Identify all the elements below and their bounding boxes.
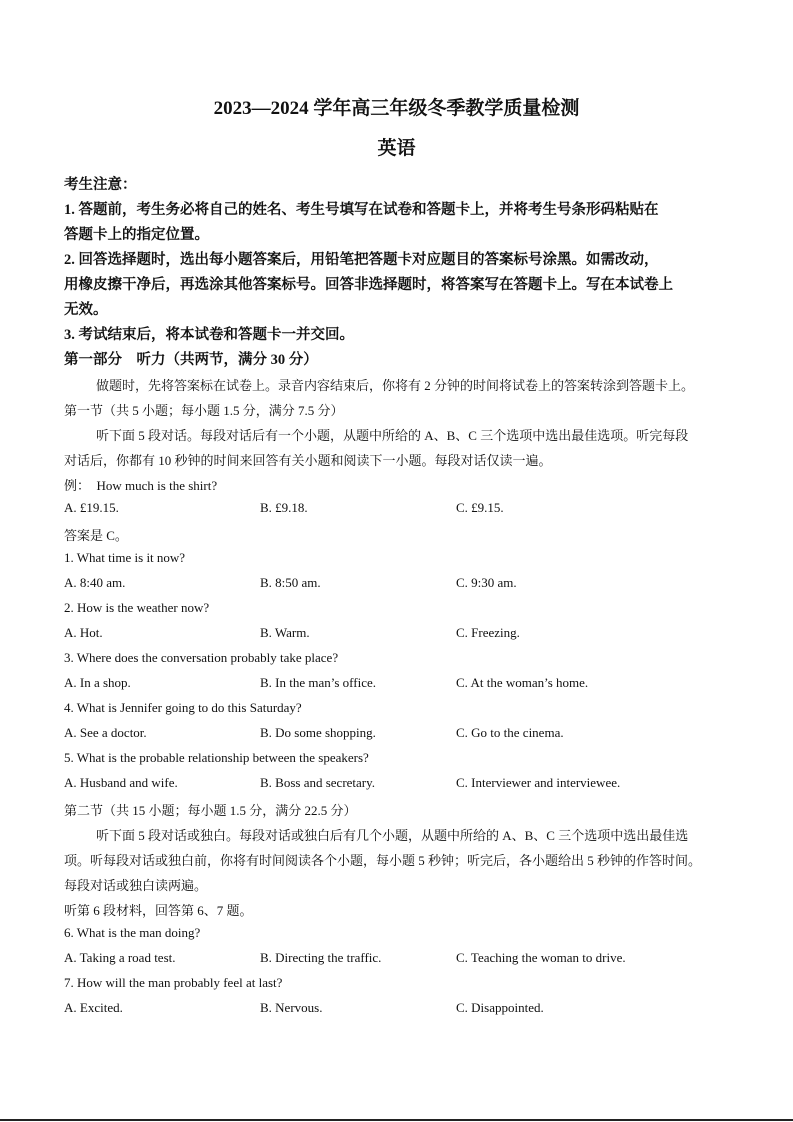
example-option-c: C. £9.15. xyxy=(456,500,504,515)
section2-heading: 第二节（共 15 小题；每小题 1.5 分，满分 22.5 分） xyxy=(64,803,357,818)
question-3: 3. Where does the conversation probably take place? xyxy=(64,650,339,665)
notice-item-2-cont: 用橡皮擦干净后，再选涂其他答案标号。回答非选择题时，将答案写在答题卡上。写在本试卷上 xyxy=(64,277,673,293)
question-3-option-a: A. In a shop. xyxy=(64,675,131,690)
part1-heading: 第一部分 听力（共两节，满分 30 分） xyxy=(64,352,318,368)
section2-instructions: 听下面 5 段对话或独白。每段对话或独白后有几个小题，从题中所给的 A、B、C 三个选项中选出最佳选 xyxy=(96,828,689,843)
question-4: 4. What is Jennifer going to do this Saturday? xyxy=(64,700,302,715)
question-4-option-a: A. See a doctor. xyxy=(64,725,147,740)
part1-intro: 做题时，先将答案标在试卷上。录音内容结束后，你将有 2 分钟的时间将试卷上的答案转涂到答题卡上。 xyxy=(96,378,695,393)
notice-item-3: 3. 考试结束后，将本试卷和答题卡一并交回。 xyxy=(64,327,354,343)
question-5-option-b: B. Boss and secretary. xyxy=(260,775,376,790)
question-1-option-b: B. 8:50 am. xyxy=(260,575,321,590)
section2-instructions-cont: 项。听每段对话或独白前，你将有时间阅读各个小题，每小题 5 秒钟；听完后，各小题给出 5 秒钟的作答时间。 xyxy=(64,853,702,868)
question-3-option-c: C. At the woman’s home. xyxy=(456,675,589,690)
notice-item-2-cont2: 无效。 xyxy=(64,302,108,318)
question-5-option-a: A. Husband and wife. xyxy=(64,775,178,790)
question-1: 1. What time is it now? xyxy=(64,550,186,565)
section2-instructions-cont2: 每段对话或独白读两遍。 xyxy=(64,878,208,893)
example-answer: 答案是 C。 xyxy=(64,528,128,543)
question-2-option-a: A. Hot. xyxy=(64,625,103,640)
section1-instructions-cont: 对话后，你都有 10 秒钟的时间来回答有关小题和阅读下一小题。每段对话仅读一遍。 xyxy=(64,453,552,468)
notice-item-1-cont: 答题卡上的指定位置。 xyxy=(64,227,209,243)
material-6-heading: 听第 6 段材料，回答第 6、7 题。 xyxy=(64,903,253,918)
section1-instructions: 听下面 5 段对话。每段对话后有一个小题，从题中所给的 A、B、C 三个选项中选出最佳选项。听完每段 xyxy=(96,428,689,443)
question-6-option-b: B. Directing the traffic. xyxy=(260,950,382,965)
question-4-option-c: C. Go to the cinema. xyxy=(456,725,564,740)
notice-heading: 考生注意： xyxy=(64,177,137,193)
question-7-option-c: C. Disappointed. xyxy=(456,1000,544,1015)
example-question: 例： How much is the shirt? xyxy=(64,478,218,493)
exam-subject: 英语 xyxy=(377,138,416,159)
notice-item-2: 2. 回答选择题时，选出每小题答案后，用铅笔把答题卡对应题目的答案标号涂黑。如需改动， xyxy=(64,252,659,268)
question-4-option-b: B. Do some shopping. xyxy=(260,725,376,740)
section1-heading: 第一节（共 5 小题；每小题 1.5 分，满分 7.5 分） xyxy=(64,403,344,418)
question-2: 2. How is the weather now? xyxy=(64,600,210,615)
page-bottom-rule xyxy=(0,1119,793,1121)
question-3-option-b: B. In the man’s office. xyxy=(260,675,377,690)
question-5-option-c: C. Interviewer and interviewee. xyxy=(456,775,621,790)
question-2-option-b: B. Warm. xyxy=(260,625,310,640)
question-1-option-a: A. 8:40 am. xyxy=(64,575,126,590)
question-6: 6. What is the man doing? xyxy=(64,925,201,940)
question-7-option-b: B. Nervous. xyxy=(260,1000,323,1015)
question-7-option-a: A. Excited. xyxy=(64,1000,123,1015)
question-1-option-c: C. 9:30 am. xyxy=(456,575,517,590)
example-option-a: A. £19.15. xyxy=(64,500,119,515)
question-6-option-c: C. Teaching the woman to drive. xyxy=(456,950,626,965)
exam-title: 2023—2024 学年高三年级冬季教学质量检测 xyxy=(213,98,580,119)
example-option-b: B. £9.18. xyxy=(260,500,308,515)
question-7: 7. How will the man probably feel at last? xyxy=(64,975,283,990)
question-6-option-a: A. Taking a road test. xyxy=(64,950,176,965)
question-2-option-c: C. Freezing. xyxy=(456,625,520,640)
question-5: 5. What is the probable relationship between the speakers? xyxy=(64,750,369,765)
notice-item-1: 1. 答题前，考生务必将自己的姓名、考生号填写在试卷和答题卡上，并将考生号条形码粘贴在 xyxy=(64,202,659,218)
